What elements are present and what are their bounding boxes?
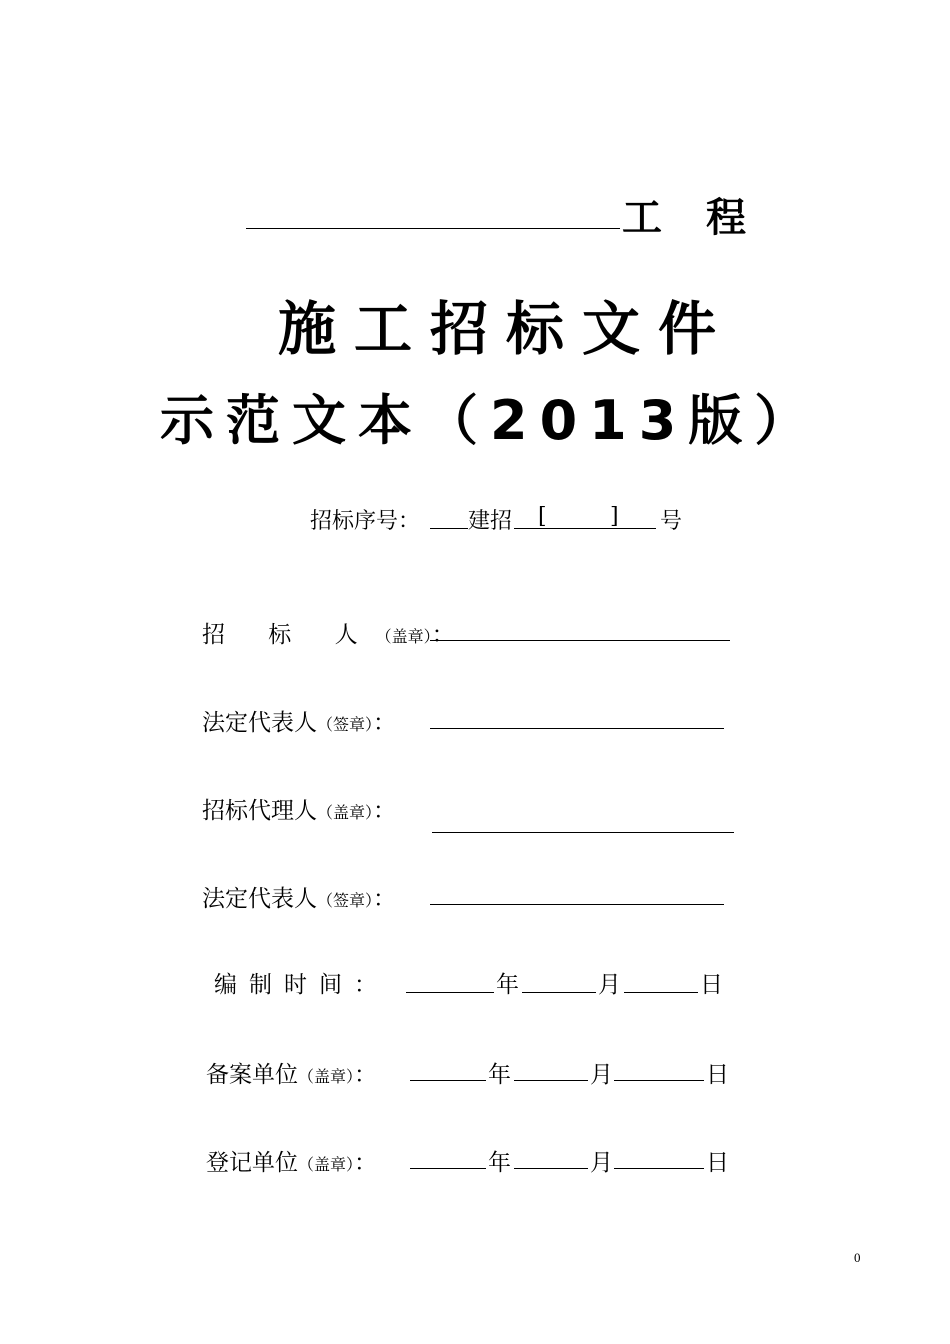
legal-rep-1-blank[interactable] (430, 728, 724, 729)
document-title: 施工招标文件 (278, 295, 735, 363)
legal-rep-1-label: 法定代表人 (202, 710, 317, 736)
page-number: 0 (854, 1250, 861, 1265)
serial-suffix: 号 (660, 509, 683, 534)
serial-prefix: 建招 (468, 509, 513, 534)
agent-blank[interactable] (432, 832, 734, 833)
register-month-unit: 月 (590, 1150, 613, 1176)
legal-rep-1-colon: ： (373, 710, 397, 736)
legal-rep-2-blank[interactable] (430, 904, 724, 905)
project-suffix: 工程 (622, 195, 790, 241)
register-year-unit: 年 (488, 1150, 511, 1176)
register-unit-colon: ： (354, 1150, 378, 1176)
document-subtitle: 示范文本（2013版） (160, 389, 821, 452)
agent-note: （盖章） (317, 803, 374, 822)
register-month-blank[interactable] (514, 1168, 588, 1169)
compile-year-blank[interactable] (406, 992, 494, 993)
tenderer-label: 招 标 人 (202, 622, 376, 648)
compile-day-blank[interactable] (624, 992, 698, 993)
register-unit-row (206, 1144, 377, 1177)
compile-day-unit: 日 (700, 972, 723, 998)
register-day-unit: 日 (706, 1150, 729, 1176)
tenderer-colon: ： (431, 622, 455, 648)
register-day-blank[interactable] (614, 1168, 704, 1169)
legal-rep-1-row (202, 704, 396, 737)
filing-unit-label: 备案单位 (206, 1062, 298, 1088)
legal-rep-1-note: （签章） (317, 715, 374, 734)
compile-month-blank[interactable] (522, 992, 596, 993)
filing-day-blank[interactable] (614, 1080, 704, 1081)
tenderer-note: （盖章） (375, 627, 432, 646)
project-name-blank[interactable] (246, 228, 620, 229)
serial-prefix-blank[interactable] (430, 528, 468, 529)
compile-month-unit: 月 (598, 972, 621, 998)
compile-year-unit: 年 (496, 972, 519, 998)
register-unit-note: （盖章） (298, 1155, 355, 1174)
filing-month-blank[interactable] (514, 1080, 588, 1081)
serial-number-blank[interactable] (514, 528, 656, 529)
legal-rep-2-row (202, 880, 396, 913)
serial-number-label: 招标序号： (310, 509, 421, 534)
legal-rep-2-label: 法定代表人 (202, 886, 317, 912)
agent-label: 招标代理人 (202, 798, 317, 824)
agent-colon: ： (373, 798, 397, 824)
filing-unit-colon: ： (354, 1062, 378, 1088)
register-year-blank[interactable] (410, 1168, 486, 1169)
filing-year-blank[interactable] (410, 1080, 486, 1081)
tenderer-blank[interactable] (430, 640, 730, 641)
agent-row (202, 792, 396, 825)
compile-time-label: 编制时间： (214, 972, 389, 998)
legal-rep-2-note: （签章） (317, 891, 374, 910)
serial-bracket-close: ] (610, 504, 619, 529)
tenderer-row (202, 616, 455, 649)
filing-unit-note: （盖章） (298, 1067, 355, 1086)
filing-month-unit: 月 (590, 1062, 613, 1088)
filing-day-unit: 日 (706, 1062, 729, 1088)
filing-year-unit: 年 (488, 1062, 511, 1088)
serial-bracket-open: [ (538, 504, 547, 529)
filing-unit-row (206, 1056, 377, 1089)
register-unit-label: 登记单位 (206, 1150, 298, 1176)
legal-rep-2-colon: ： (373, 886, 397, 912)
